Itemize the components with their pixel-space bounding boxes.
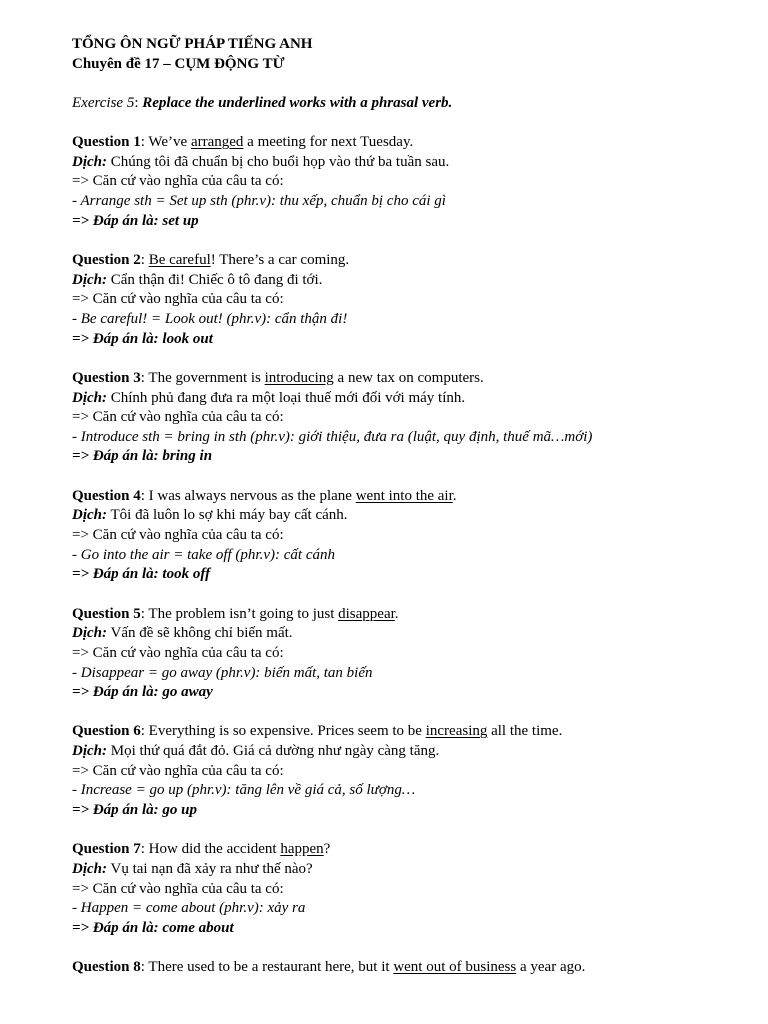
question-line [72, 133, 732, 153]
translation-text: Vấn đề sẽ không chỉ biến mất. [110, 625, 293, 642]
question-block [72, 251, 732, 349]
translation-line [72, 624, 732, 644]
rule-line: - Happen = come about (phr.v): xảy ra [72, 900, 306, 917]
answer-line: => Đáp án là: set up [72, 212, 199, 229]
question-label: Question 1 [72, 134, 141, 151]
question-text-before: : How did the accident [140, 841, 281, 858]
question-line [72, 369, 732, 389]
translation-text: Chúng tôi đã chuẩn bị cho buổi họp vào thứ ba tuần sau. [110, 153, 450, 170]
translation-label: Dịch: [72, 153, 107, 170]
question-text-after: a meeting for next Tuesday. [243, 134, 414, 151]
translation-text: Tôi đã luôn lo sợ khi máy bay cất cánh. [110, 507, 348, 524]
question-text-before: : There used to be a restaurant here, but it [140, 959, 394, 976]
question-line [72, 840, 732, 860]
question-line [72, 722, 732, 742]
question-text-before: : The problem isn’t going to just [140, 605, 339, 622]
document-title: TỔNG ÔN NGỮ PHÁP TIẾNG ANH [72, 36, 313, 52]
reasoning-line: => Căn cứ vào nghĩa của câu ta có: [72, 644, 284, 661]
translation-text: Cẩn thận đi! Chiếc ô tô đang đi tới. [110, 271, 323, 288]
question-text-after: . [394, 605, 399, 622]
question-text-after: . [452, 487, 457, 504]
exercise-instruction: Replace the underlined works with a phrasal verb. [138, 94, 453, 111]
question-text-before: : Everything is so expensive. Prices seem to be [140, 723, 426, 740]
question-line [72, 958, 732, 978]
translation-line [72, 506, 732, 526]
question-line [72, 487, 732, 507]
question-label: Question 8 [72, 959, 141, 976]
answer-line: => Đáp án là: go away [72, 684, 213, 701]
exercise-separator: : [134, 94, 139, 111]
translation-label: Dịch: [72, 389, 107, 406]
underlined-phrase: Be careful [148, 252, 211, 269]
translation-label: Dịch: [72, 271, 107, 288]
question-block [72, 722, 732, 820]
underlined-phrase: happen [280, 841, 324, 858]
answer-line: => Đáp án là: come about [72, 919, 234, 936]
question-list [72, 133, 732, 978]
question-block [72, 369, 732, 467]
underlined-phrase: disappear [338, 605, 395, 622]
answer-line: => Đáp án là: look out [72, 330, 213, 347]
reasoning-line: => Căn cứ vào nghĩa của câu ta có: [72, 880, 284, 897]
translation-line [72, 271, 732, 291]
question-block [72, 840, 732, 938]
translation-text: Chính phủ đang đưa ra một loại thuế mới đối với máy tính. [110, 389, 466, 406]
question-line [72, 605, 732, 625]
reasoning-line: => Căn cứ vào nghĩa của câu ta có: [72, 173, 284, 190]
underlined-phrase: introducing [264, 369, 334, 386]
translation-text: Mọi thứ quá đắt đỏ. Giá cả dường như ngày càng tăng. [110, 743, 440, 760]
translation-label: Dịch: [72, 860, 107, 877]
rule-line: - Arrange sth = Set up sth (phr.v): thu xếp, chuẩn bị cho cái gì [72, 193, 446, 210]
question-block [72, 487, 732, 585]
question-text-before: : The government is [140, 369, 265, 386]
reasoning-line: => Căn cứ vào nghĩa của câu ta có: [72, 409, 284, 426]
question-text-after: a year ago. [516, 959, 586, 976]
translation-line [72, 742, 732, 762]
question-block [72, 958, 732, 978]
exercise-heading [72, 94, 732, 114]
reasoning-line: => Căn cứ vào nghĩa của câu ta có: [72, 762, 284, 779]
translation-line [72, 860, 732, 880]
exercise-label: Exercise 5 [72, 94, 135, 111]
question-text-after: ! There’s a car coming. [210, 252, 350, 269]
question-label: Question 4 [72, 487, 141, 504]
underlined-phrase: arranged [190, 134, 244, 151]
reasoning-line: => Căn cứ vào nghĩa của câu ta có: [72, 527, 284, 544]
question-text-before: : [140, 252, 149, 269]
question-label: Question 7 [72, 841, 141, 858]
question-text-before: : I was always nervous as the plane [140, 487, 356, 504]
question-block [72, 605, 732, 703]
question-label: Question 2 [72, 252, 141, 269]
rule-line: - Be careful! = Look out! (phr.v): cẩn thận đi! [72, 310, 348, 327]
question-text-after: a new tax on computers. [333, 369, 484, 386]
translation-line [72, 389, 732, 409]
answer-line: => Đáp án là: took off [72, 566, 211, 583]
rule-line: - Disappear = go away (phr.v): biến mất, tan biến [72, 664, 373, 681]
translation-text: Vụ tai nạn đã xảy ra như thế nào? [110, 860, 313, 877]
translation-label: Dịch: [72, 625, 107, 642]
translation-label: Dịch: [72, 743, 107, 760]
rule-line: - Go into the air = take off (phr.v): cất cánh [72, 546, 335, 563]
rule-line: - Introduce sth = bring in sth (phr.v): giới thiệu, đưa ra (luật, quy định, thuế mã…mới) [72, 428, 593, 445]
rule-line: - Increase = go up (phr.v): tăng lên về giá cả, số lượng… [72, 782, 416, 799]
question-text-after: all the time. [487, 723, 563, 740]
question-block [72, 133, 732, 231]
answer-line: => Đáp án là: go up [72, 801, 198, 818]
question-text-before: : We’ve [140, 134, 191, 151]
question-label: Question 5 [72, 605, 141, 622]
question-label: Question 6 [72, 723, 141, 740]
translation-line [72, 153, 732, 173]
question-label: Question 3 [72, 369, 141, 386]
answer-line: => Đáp án là: bring in [72, 448, 213, 465]
question-line [72, 251, 732, 271]
question-text-after: ? [323, 841, 331, 858]
document-page [72, 35, 732, 978]
underlined-phrase: went into the air [355, 487, 453, 504]
underlined-phrase: went out of business [393, 959, 517, 976]
reasoning-line: => Căn cứ vào nghĩa của câu ta có: [72, 291, 284, 308]
document-subtitle: Chuyên đề 17 – CỤM ĐỘNG TỪ [72, 55, 285, 72]
translation-label: Dịch: [72, 507, 107, 524]
underlined-phrase: increasing [425, 723, 488, 740]
